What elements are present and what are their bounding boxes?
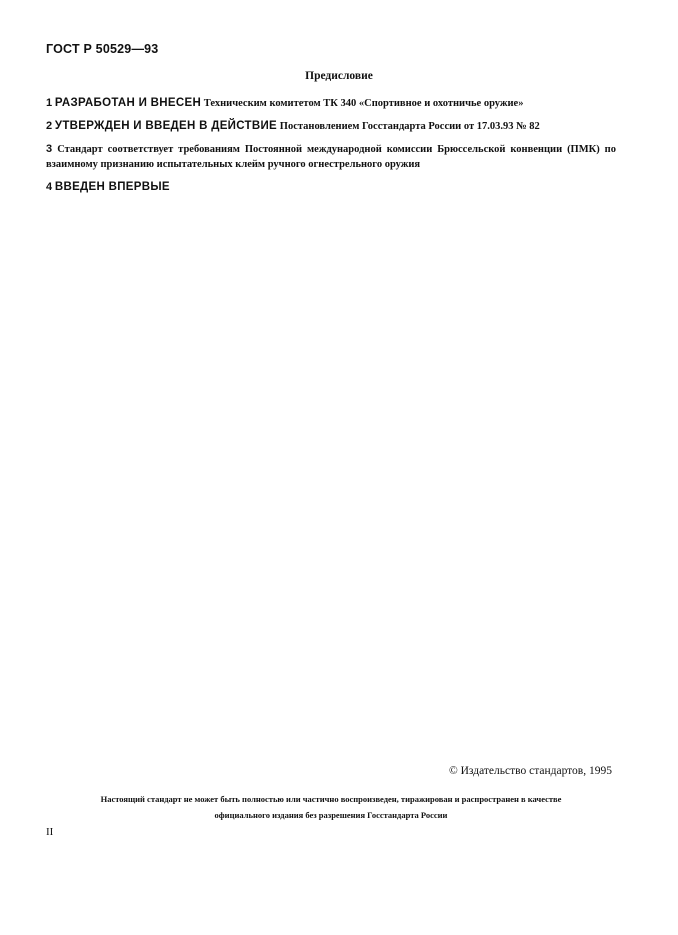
item-text: Стандарт соответствует требованиям Постоянной международной комиссии Брюссельской конвенции (ПМК) по взаимному признанию испытательных клейм ручного огнестрельного оружия [46,144,616,170]
item-number: 3 [46,143,53,155]
page-number: II [46,826,54,838]
item-lead: УТВЕРЖДЕН И ВВЕДЕН В ДЕЙСТВИЕ [54,120,278,132]
document-code: ГОСТ Р 50529—93 [46,42,159,56]
item-number: 1 [46,97,53,109]
notice-line-2: официального издания без разрешения Госстандарта России [214,810,448,820]
reproduction-notice [46,791,616,823]
preface-item-1 [46,96,616,111]
copyright-line: © Издательство стандартов, 1995 [448,765,612,777]
item-lead: ВВЕДЕН ВПЕРВЫЕ [54,181,170,193]
notice-line-1: Настоящий стандарт не может быть полностью или частично воспроизведен, тиражирован и распространен в качестве [100,794,562,804]
item-lead: РАЗРАБОТАН И ВНЕСЕН [54,97,202,109]
preface-item-4 [46,180,616,195]
preface-title: Предисловие [305,70,373,82]
item-number: 4 [46,181,53,193]
item-text: Постановлением Госстандарта России от 17.03.93 № 82 [279,121,540,132]
item-text: Техническим комитетом ТК 340 «Спортивное и охотничье оружие» [203,98,524,109]
preface-item-3 [46,142,616,172]
preface-item-2 [46,119,616,134]
item-number: 2 [46,120,53,132]
